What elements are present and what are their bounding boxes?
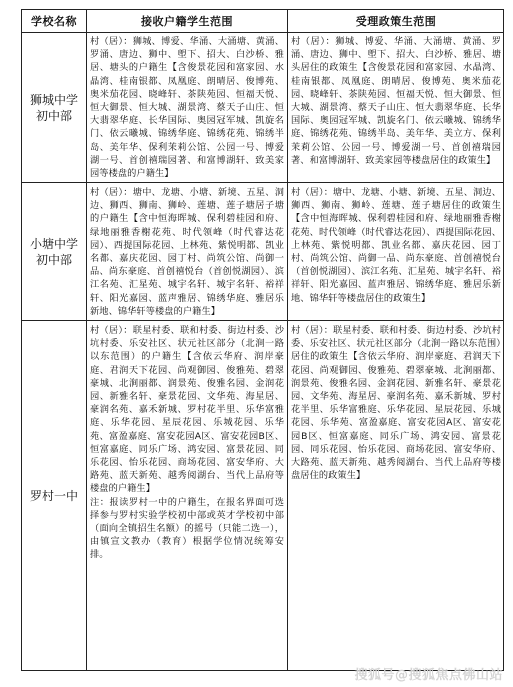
household-range-cell [90,324,284,562]
policy-range: 村（居）：狮城、博爱、华涌、大涌塘、黄涌、罗涌、唐边、狮中、塱下、招大、白沙桥、雅居、塘头居住的政策生【含俊景花园和富家园、水晶湾、桂南银都、凤凰庭、朗晴居、俊博苑、奥米茄花园、晓峰轩、茶陕苑园、恒福天悦、恒大御景、恒大城、湖景湾、蔡天子山庄、恒大翡翠华庭、长华国际、奥园冠军城、凯旋名门、依云曦城、锦绣华庭、锦绣花苑、锦绣半岛、美年华、美立方、保利茉莉公馆、公园一号、博爱湖一号、首创禧瑞园著、和富博湖轩、致美家园等楼盘居住的政策生】 [291,36,501,166]
school-name: 罗村一中 [29,488,78,503]
row-divider [22,182,503,183]
header-school: 学校名称 [31,15,77,28]
row-divider [22,320,503,321]
household-note: 注：报读罗村一中的户籍生，在报名界面可选择参与罗村实验学校初中部或英才学校初中部（面向全镇招生名额）的摇号（只能二选一），由镇宣文教办（教育）根据学位情况统筹安排。 [90,496,284,561]
policy-range: 村（居）：塘中、龙塘、小塘、新境、五星、洞边、狮西、狮南、狮岭、莲塘、莲子塘居住的政策生【含中恒海晖城、保利碧桂园和府、绿地丽雅香榭花苑、时代领峰（时代睿达花园）、西提国际花园、上林苑、紫悦明都、凯业名都、嘉庆花园、园丁村、尚筑公馆、尚御一品、尚东豪庭、首创禧悦台（首创悦湖园）、滨江名苑、汇星苑、城宇名轩、裕祥轩、阳光嘉园、蓝声雅居、锦绣华庭、雅居乐新地、锦华轩等楼盘居住的政策生】 [291,187,501,304]
household-range: 村（居）：塘中、龙塘、小塘、新境、五星、洞边、狮西、狮南、狮岭、莲塘、莲子塘居子塘的户籍生【含中恒海晖城、保利碧桂园和府、绿地丽雅香榭花苑、时代领峰（时代睿达花园）、西提国际花园、上林苑、紫悦明都、凯业名都、嘉庆花园、园丁村、尚筑公馆、尚御一品、尚东豪庭、首创禧悦台（首创悦湖园）、滨江名苑、汇星苑、城宇名轩、城宇名轩、裕祥轩、阳光嘉园、蓝声雅居、锦绣华庭、雅居乐新地、锦华轩等楼盘的户籍生】 [90,187,284,317]
watermark: 搜狐号@搜狐焦点佛山站 [354,668,503,683]
policy-range: 村（居）：联星村委、联和村委、街边村委、沙坑村委、乐安社区、状元社区部分（北涧一路以东范围）居住的政策生【含依云华府、润岸豪庭、君润天下花园、尚观御园、俊雅苑、碧翠豪城、北涧丽都、润景苑、俊雅名园、金润花园、新雅名轩、豪景花园、文华苑、海星居、豪润名苑、嘉禾新城、罗村花半里、乐华富雅庭、乐华花园、星辰花园、乐城花园、乐华苑、富盈嘉庭、富安花园A区、富安花园B区、恒富嘉庭、同乐广场、鸿安园、富景花园、同乐花园、怡乐花园、商场花园、富安华府、大路苑、蓝天新苑、越秀阅湖台、当代上品府等楼盘居住的政策生】 [291,325,501,482]
household-range: 村（居）：联星村委、联和村委、街边村委、沙坑村委、乐安社区、状元社区部分（北涧一路以东范围）的户籍生【含依云华府、润岸豪庭、君润天下花园、尚观御园、俊雅苑、碧翠豪城、北涧丽都、润景苑、俊雅名园、金润花园、新雅名轩、豪景花园、文华苑、海星居、豪润名苑、嘉禾新城、罗村花半里、乐华富雅庭、乐华花园、星辰花园、乐城花园、乐华苑、富盈嘉庭、富安花园A区、富安花园B区、恒富嘉庭、同乐广场、鸿安园、富景花园、同乐花园、怡乐花园、商场花园、富安华府、大路苑、蓝天新苑、越秀阅湖台、当代上品府等楼盘的户籍生】 [90,325,284,495]
header-household: 接收户籍学生范围 [141,15,233,28]
school-name: 狮城中学 初中部 [29,92,78,123]
column-divider [287,10,288,670]
row-divider [22,32,503,33]
column-divider [86,10,87,670]
household-range: 村（居）：狮城、博爱、华涌、大涌塘、黄涌、罗涌、唐边、狮中、塱下、招大、白沙桥、雅居、塘头的户籍生【含俊景花园和富家园、水晶湾、桂南银都、凤凰庭、朗晴居、俊博苑、奥米茄花园、晓峰轩、茶陕苑园、恒福天悦、恒大御景、恒大城、湖景湾、蔡天子山庄、恒大翡翠华庭、长华国际、奥园冠军城、凯旋名门、依云曦城、锦绣华庭、锦绣花苑、锦绣半岛、美年华、保利茉莉公馆、公园一号、博爱湖一号、首创禧瑞园著、和富博湖轩、致美家园等楼盘的户籍生】 [90,36,284,180]
header-policy: 受理政策生范围 [355,15,437,28]
school-name: 小塘中学 初中部 [29,236,78,267]
admission-table [21,9,504,671]
